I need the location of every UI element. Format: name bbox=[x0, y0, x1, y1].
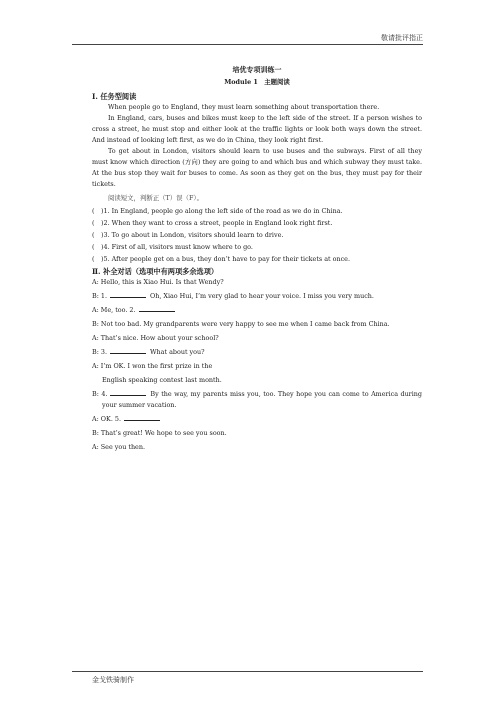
header-rule bbox=[72, 44, 423, 45]
dialogue-line-4: B: Not too bad. My grandparents were very happy to see me when I came back from China. bbox=[92, 320, 390, 328]
dialogue-line-12: A: See you then. bbox=[92, 443, 145, 451]
blank-5[interactable] bbox=[124, 414, 160, 421]
blank-1[interactable] bbox=[110, 291, 146, 298]
question-2: ( )2. When they want to cross a street, people in England look right first. bbox=[92, 219, 333, 227]
instruction-text: 阅读短文，判断正（T）误（F）。 bbox=[108, 194, 203, 202]
dialogue-line-6: B: 3. What about you? bbox=[92, 348, 205, 356]
passage-paragraph-2: In England, cars, buses and bikes must keep to the left side of the street. If a person wishes to cross a street, he must stop and either look at the traffic lights or look both ways down the street. And instead of looking left first, as we do in China, they look right first. bbox=[92, 114, 422, 144]
dialogue-line-2: B: 1. Oh, Xiao Hui, I’m very glad to hear your voice. I miss you very much. bbox=[92, 292, 374, 300]
footer-rule bbox=[72, 671, 423, 672]
answer-paren[interactable]: ( bbox=[92, 255, 95, 263]
document-body bbox=[92, 64, 422, 456]
dialogue-line-3: A: Me, too. 2. bbox=[92, 305, 422, 316]
dialogue-line-1: A: Hello, this is Xiao Hui. Is that Wendy? bbox=[92, 278, 224, 286]
header-text: 敬请批评指正 bbox=[381, 34, 423, 42]
answer-paren[interactable]: ( bbox=[92, 207, 95, 215]
question-4: ( )4. First of all, visitors must know where to go. bbox=[92, 243, 253, 251]
footer-text: 金戈铁骑制作 bbox=[92, 676, 134, 684]
section2-heading: Ⅱ. 补全对话（选项中有两项多余选项） bbox=[92, 267, 219, 276]
blank-2[interactable] bbox=[139, 305, 175, 312]
answer-paren[interactable]: ( bbox=[92, 231, 95, 239]
question-1: ( )1. In England, people go along the left side of the road as we do in China. bbox=[92, 207, 343, 215]
answer-paren[interactable]: ( bbox=[92, 243, 95, 251]
dialogue-line-9: B: 4. By the way, my parents miss you, too. They hope you can come to America during your summer vacation. bbox=[92, 390, 422, 409]
blank-3[interactable] bbox=[110, 347, 146, 354]
page-subtitle: Module 1 主题阅读 bbox=[224, 78, 290, 86]
question-3: ( )3. To go about in London, visitors should learn to drive. bbox=[92, 231, 284, 239]
dialogue-line-11: B: That’s great! We hope to see you soon. bbox=[92, 429, 227, 437]
dialogue-line-5: A: That’s nice. How about your school? bbox=[92, 334, 219, 342]
answer-paren[interactable]: ( bbox=[92, 219, 95, 227]
passage-paragraph-3: To get about in London, visitors should learn to use buses and the subways. First of all they must know which direction (方向) they are going to and which bus and which subway they must take. At the bus stop they wait for buses to come. As soon as they get on the bus, they must pay for their tickets. bbox=[92, 147, 422, 188]
page-title: 培优专项训练一 bbox=[232, 65, 282, 74]
question-5: ( )5. After people get on a bus, they don’t have to pay for their tickets at once. bbox=[92, 255, 350, 263]
dialogue-line-8: English speaking contest last month. bbox=[102, 376, 222, 384]
dialogue-line-10: A: OK. 5. bbox=[92, 414, 422, 425]
dialogue-line-7: A: I’m OK. I won the first prize in the bbox=[92, 362, 213, 370]
blank-4[interactable] bbox=[110, 389, 146, 396]
passage-paragraph-1: When people go to England, they must learn something about transportation there. bbox=[108, 103, 380, 111]
section1-heading: Ⅰ. 任务型阅读 bbox=[92, 92, 137, 101]
